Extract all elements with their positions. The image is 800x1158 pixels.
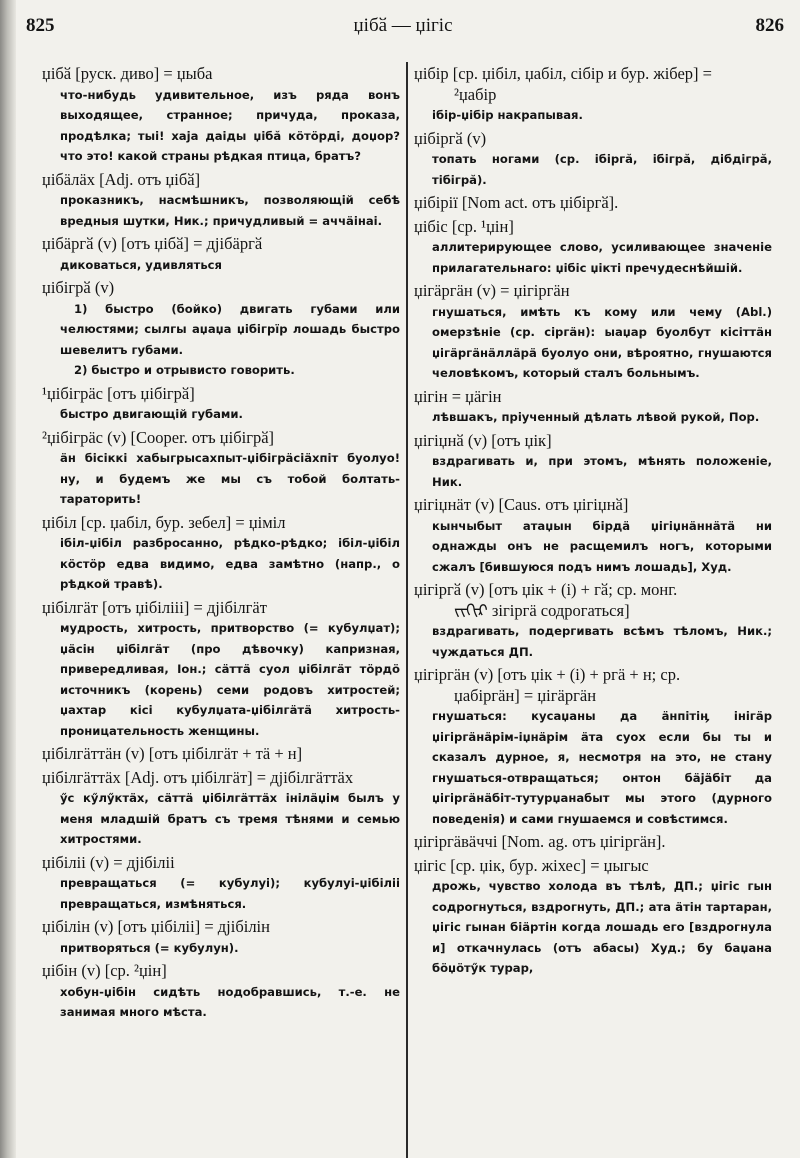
headword: џiбiлгӓт [отъ џiбiлiii] = дјiбiлгӓт xyxy=(42,597,267,617)
dictionary-entry xyxy=(414,856,772,979)
dictionary-entry xyxy=(414,387,772,428)
headword-continuation: ᠵᠢᠭᠢᠷ зiгiргӓ содрогаться] xyxy=(454,600,630,620)
headword: ¹џiбiгрӓс [отъ џiбiгрӑ] xyxy=(42,383,195,403)
headword: џiбiн (v) [ср. ²џiн] xyxy=(42,961,167,980)
dictionary-entry xyxy=(414,193,772,214)
dictionary-entry xyxy=(42,768,400,850)
headword: џiбiл [ср. џабiл, бур. зебел] = џiмiл xyxy=(42,512,286,532)
dictionary-entry xyxy=(42,513,400,595)
definition: вздрагивать, подергивать всѣмъ тѣломъ, Ник.; чуждаться ДП. xyxy=(432,624,772,659)
dictionary-entry xyxy=(42,917,400,958)
headword: џiгiс [ср. џiк, бур. жiхес] = џыгыс xyxy=(414,855,649,875)
dictionary-entry xyxy=(42,961,400,1023)
dictionary-entry xyxy=(414,495,772,577)
dictionary-entry xyxy=(42,234,400,275)
definition: дрожь, чувство холода въ тѣлѣ, ДП.; џiгiс гын содрогнуться, вздрогнуть, ДП.; ата ӓтiн тартаран, џiгiс гынан бiӓртiн когда лошадь его [вздрогнула и] откачнулась (отъ абасы) Худ.; бу баџана бöџöтӳк турар, xyxy=(432,879,772,975)
headword: џiбiр [ср. џiбiл, џабiл, сiбiр и бур. жiбер] = xyxy=(414,64,712,83)
headword: џiгiргӓн (v) [отъ џiк + (i) + ргӓ + н; ср. xyxy=(414,665,681,684)
headword: џiбiгрӑ (v) xyxy=(42,278,115,297)
definition: кынчыбыт атаџын бiрдӓ џiгiџнӓннӓтӓ ни однажды онъ не расщемилъ ногъ, которыми сжалъ [бившуюся подъ нимъ лошадь], Худ. xyxy=(432,518,772,574)
dictionary-entry xyxy=(42,384,400,425)
dictionary-entry xyxy=(414,832,772,853)
headword: џiбӑ [руск. диво] = џыба xyxy=(42,64,213,83)
dictionary-entry xyxy=(414,580,772,662)
page-number-right: 826 xyxy=(755,15,784,36)
headword: џiгiџнӓт (v) [Caus. отъ џiгiџнӑ] xyxy=(414,495,629,514)
headword: џiбiлгӓттӓх [Adj. отъ џiбiлгӓт] = дјiбiлгӓттӓх xyxy=(42,767,354,787)
headword: џiгӓргӓн (v) = џiгiргӓн xyxy=(414,281,570,300)
headword-continuation: ²џабiр xyxy=(454,84,497,104)
headword: џiбiлгӓттӓн (v) [отъ џiбiлгӓт + тӓ + н] xyxy=(42,744,303,763)
dictionary-entry xyxy=(42,744,400,765)
dictionary-entry xyxy=(42,853,400,915)
headword: џiгiргӓвӓччi [Nom. ag. отъ џiгiргӓн]. xyxy=(414,832,666,851)
definition: iбiл-џiбiл разбросанно, рѣдко-рѣдко; iбiл-џiбiл кöстöр едва видимо, едва замѣтно (напр., о рѣдкой травѣ). xyxy=(60,536,400,591)
left-column xyxy=(42,64,400,1026)
definition: аллитерирующее слово, усиливающее значенiе прилагательнаго: џiбiс џiктi пречудеснѣйшiй. xyxy=(432,240,772,275)
page-header xyxy=(20,15,786,41)
headword: џiгiн = џӓгiн xyxy=(414,386,502,406)
page-edge-shadow xyxy=(0,0,16,1158)
definition: 2) быстро и отрывисто говорить. xyxy=(74,363,295,377)
dictionary-entry xyxy=(42,598,400,742)
headword: џiбiс [ср. ¹џiн] xyxy=(414,216,514,236)
definition: лѣвшакъ, прiученный дѣлать лѣвой рукой, Пор. xyxy=(432,410,760,424)
definition: ӓн бiсiккi хабыгрысахпыт-џiбiгрӓсiӓхпiт буолуо! ну, и будемъ же мы съ тобой болтать-тараторить! xyxy=(60,451,400,506)
dictionary-entry xyxy=(42,170,400,232)
definition: притворяться (= кубулун). xyxy=(60,940,239,955)
dictionary-entry xyxy=(414,665,772,829)
dictionary-entry xyxy=(414,64,772,126)
definition: iбiр-џiбiр накрапывая. xyxy=(432,108,583,122)
definition: диковаться, удивляться xyxy=(60,257,222,272)
headword: џiбiлiн (v) [отъ џiбiлii] = дјiбiлiн xyxy=(42,917,270,936)
headword: џiбiлii (v) = дјiбiлii xyxy=(42,852,175,872)
headword: ²џiбiгрӓс (v) [Cooper. отъ џiбiгрӑ] xyxy=(42,427,275,447)
dictionary-entry xyxy=(414,281,772,384)
dictionary-entry xyxy=(414,431,772,493)
headword: џiбӓлӓх [Adj. отъ џiбӑ] xyxy=(42,169,201,189)
dictionary-entry xyxy=(414,217,772,279)
dictionary-entry xyxy=(414,129,772,191)
dictionary-entry xyxy=(42,278,400,381)
right-column xyxy=(414,64,772,982)
definition: мудрость, хитрость, притворство (= кубулџат); џӓсiн џiбiлгӓт (про дѣвочку) капризная, привередливая, Іон.; сӓттӓ суол џiбiлгӓт тöрдö источникъ (корень) семи родовъ хитростей; џахтар кiсi кубулџата-џiбiлгӓтӓ хитрость-проницательность женщины. xyxy=(60,621,400,738)
headword-continuation: џабiргӓн] = џiгӓргӓн xyxy=(454,685,597,705)
dictionary-entry xyxy=(42,428,400,510)
headword: џiбiргӑ (v) xyxy=(414,128,487,148)
running-title: џiбӑ — џiгiс xyxy=(353,15,453,36)
page-number-left: 825 xyxy=(26,15,55,36)
definition: быстро двигающiй губами. xyxy=(60,407,243,421)
headword: џiбiрiї [Nom act. отъ џiбiргӑ]. xyxy=(414,193,619,212)
headword: џiгiџнӑ (v) [отъ џiк] xyxy=(414,430,552,450)
definition: что-нибудь удивительное, изъ ряда вонъ выходящее, странное; причуда, проказа, продѣлка; тыi! хаја даiды џiбӑ кöтöрдi, доџор? что это! какой страны рѣдкая птица, братъ? xyxy=(60,87,400,163)
definition: вздрагивать и, при этомъ, мѣнять положенiе, Ник. xyxy=(432,454,772,489)
definition: гнушаться, имѣть къ кому или чему (Abl.) омерзѣнiе (ср. сiргӓн): ыаџар буолбут кiсiттӓн џiгӓргӓнӓллӓрӓ буолуо они, вѣроятно, гнушаются человѣкомъ, который сталъ больнымъ. xyxy=(432,304,772,380)
definition: ӳс кӳлӳктӓх, сӓттӓ џiбiлгӓттӓх iнiлӓџiм былъ у меня младшiй братъ съ тремя тѣнями и семью хитростями. xyxy=(60,791,400,846)
definition: 1) быстро (бойко) двигать губами или челюстями; сылгы аџаџа џiбiгрїр лошадь быстро шевелитъ губами. xyxy=(60,301,400,357)
headword: џiбӓргӑ (v) [отъ џiбӑ] = дјiбӓргӑ xyxy=(42,234,263,253)
definition: проказникъ, насмѣшникъ, позволяющiй себѣ вредныя шутки, Ник.; причудливый = аччӓiнаi. xyxy=(60,193,400,228)
definition: превращаться (= кубулуi); кубулуi-џiбiлii превращаться, измѣняться. xyxy=(60,876,400,911)
column-divider xyxy=(406,62,408,1158)
definition: топать ногами (ср. iбiргӑ, iбiгрӑ, дiбдiгрӑ, тiбiгрӑ). xyxy=(432,152,772,187)
definition: хобун-џiбiн сидѣть нодобравшись, т.-е. не занимая много мѣста. xyxy=(60,984,400,1019)
headword: џiгiргӑ (v) [отъ џiк + (i) + гӑ; ср. монг. xyxy=(414,580,678,599)
dictionary-entry xyxy=(42,64,400,167)
definition: гнушаться: кусаџаны да ӓнпiтiӊ iнiгӓр џiгiргӓнӓрiм-iџнӓрiм ӓта суох если бы ты и сказалъ дурное, я, несмотря на это, не стану гнушаться-отвращаться; онтон бӓјӓбiт да џiгiргӓнӓбiт-тутурџанабыт мы этого (дурного поведенiя) и сами гнушаемся и совѣстимся. xyxy=(432,709,772,826)
